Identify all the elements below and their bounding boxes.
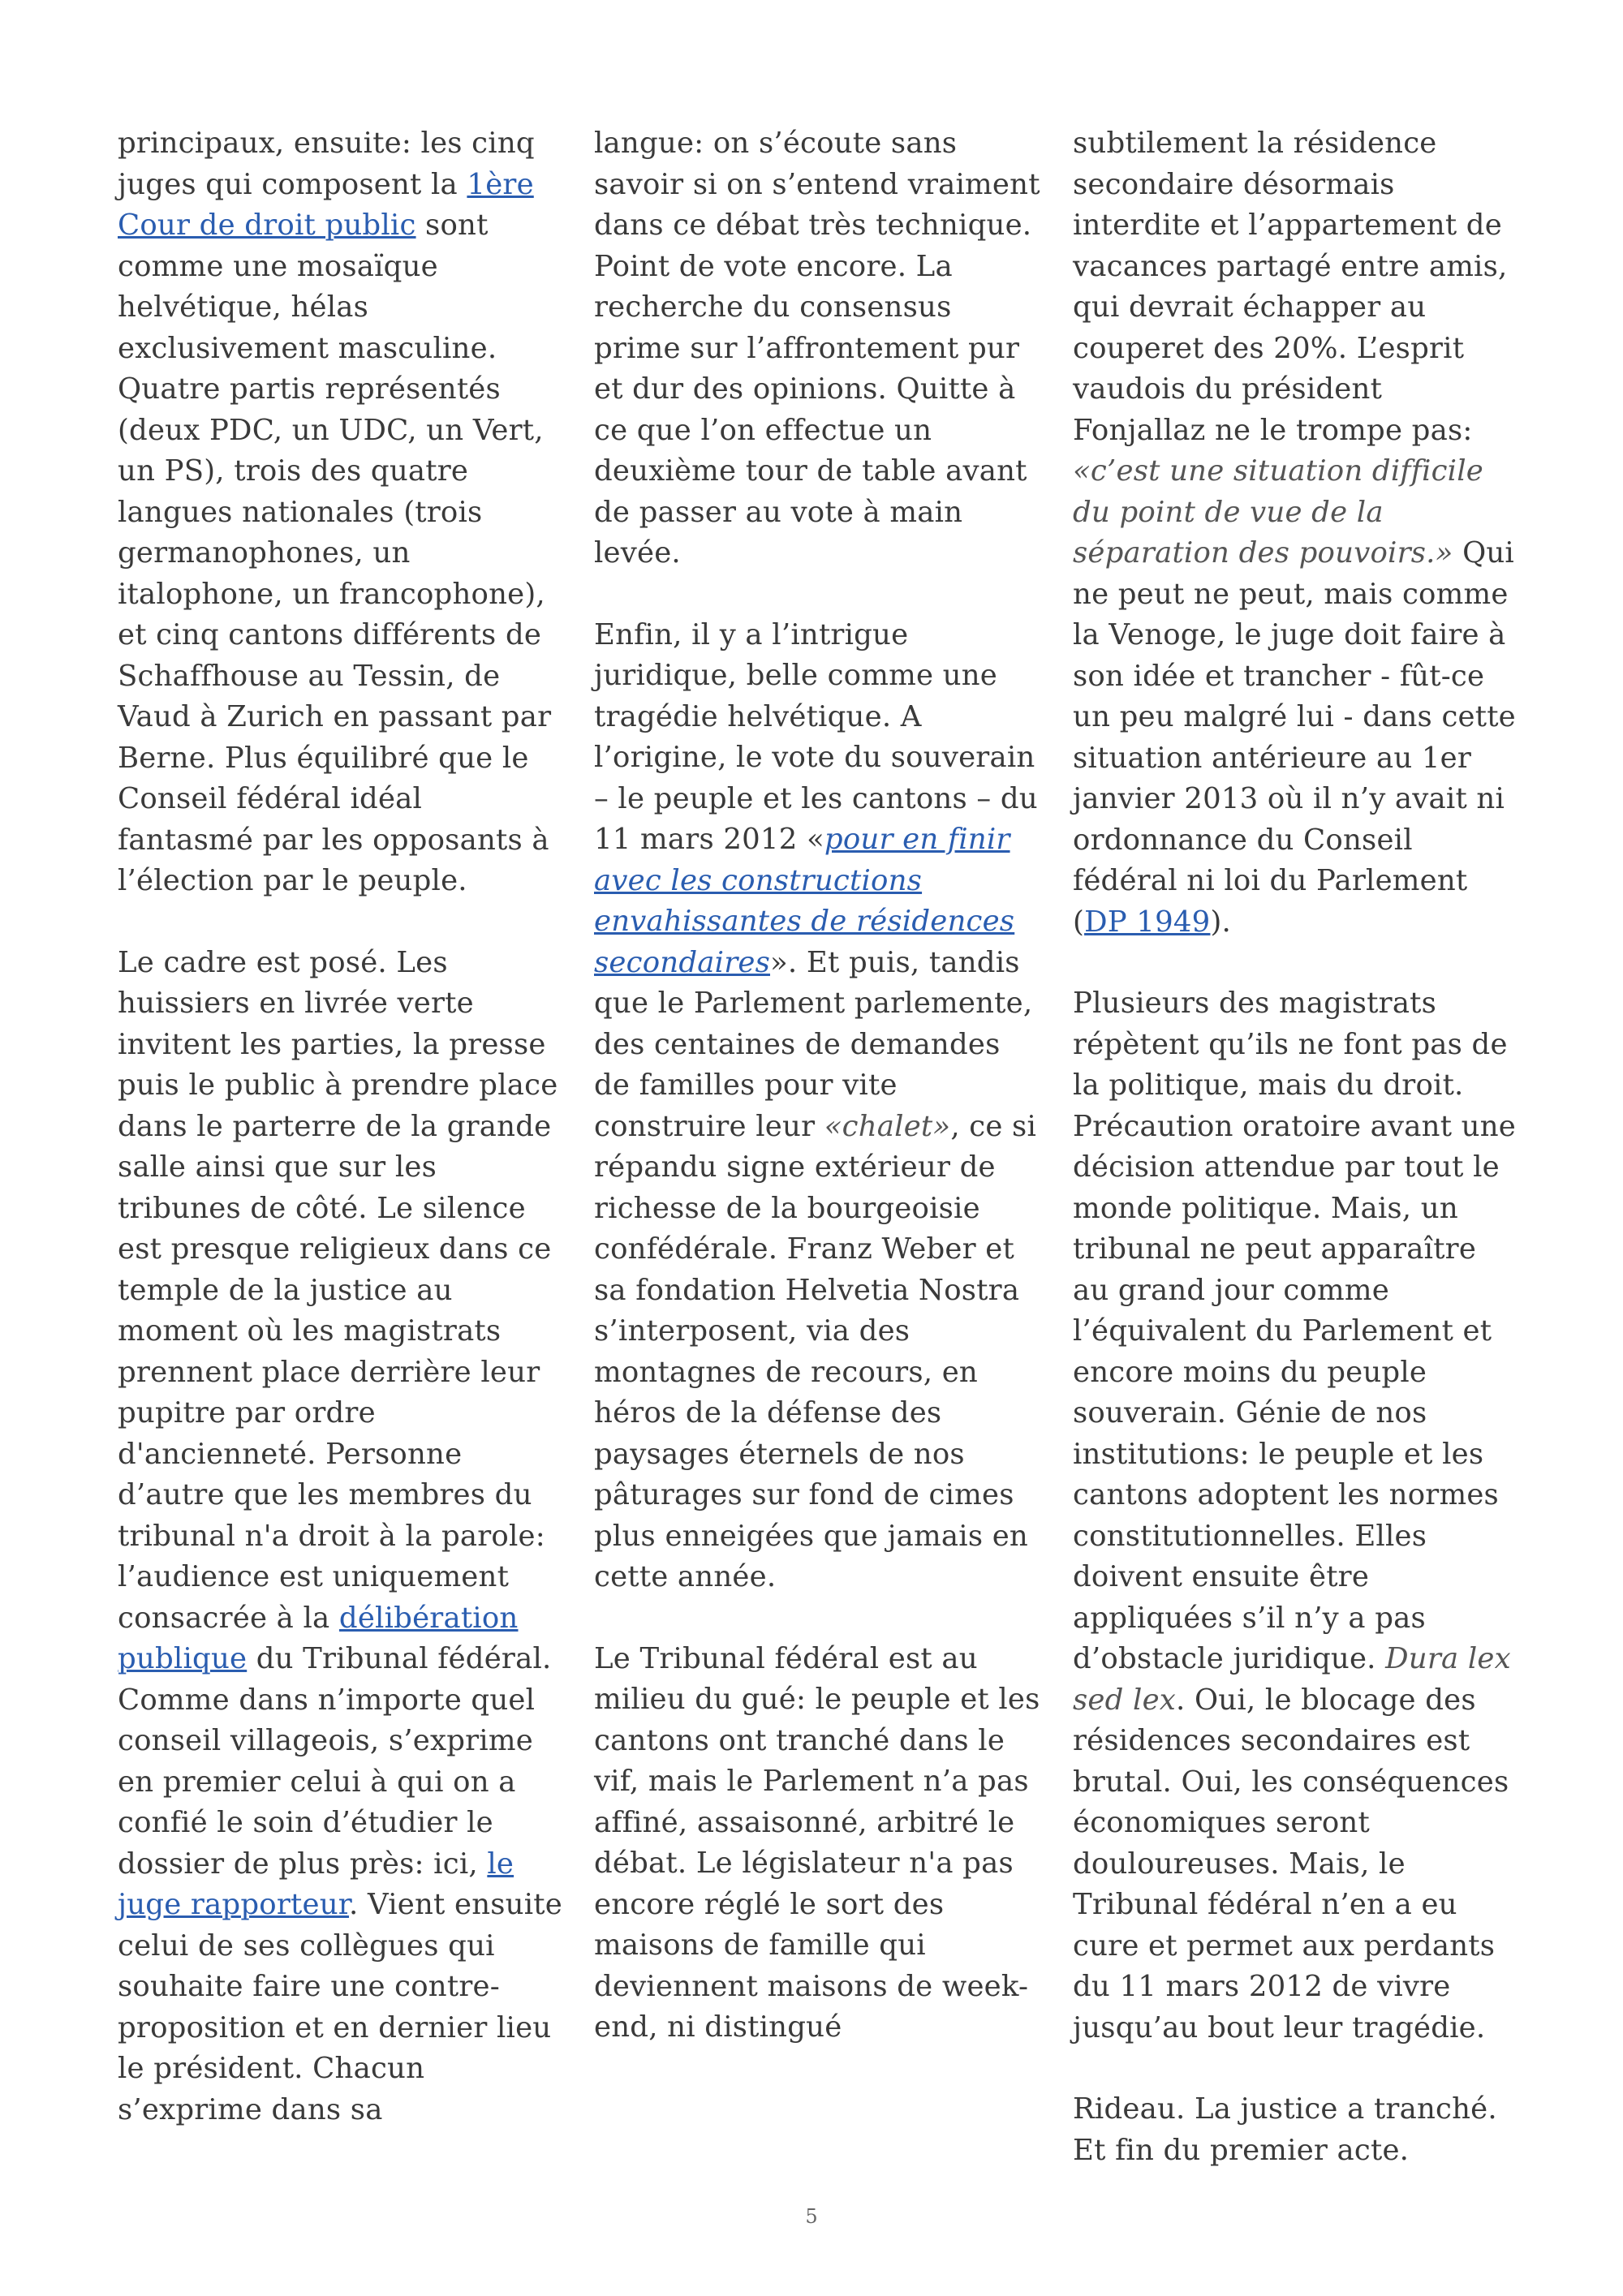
text-span: , ce si répandu signe extérieur de richesse de la bourgeoisie confédérale. Franz Weber et sa fondation Helvetia Nostra s’interposent, via des montagnes de recours, en héros de la défense des paysages éternels de nos pâturages sur fond de cimes plus enneigées que jamais en cette année. (594, 1109, 1037, 1593)
quote-president: «c’est une situation difficile du point de vue de la séparation des pouvoirs.» (1073, 454, 1483, 570)
paragraph-residence-secondaire (1073, 123, 1519, 943)
text-span: Le cadre est posé. Les huissiers en livrée verte invitent les parties, la presse puis le public à prendre place dans le parterre de la grande salle ainsi que sur les tribunes de côté. Le silence est presque religieux dans ce temple de la justice au moment où les magistrats prennent place derrière leur pupitre par ordre d'ancienneté. Personne d’autre que les membres du tribunal n'a droit à la parole: l’audience est uniquement consacrée à la (118, 945, 558, 1635)
paragraph-languages (594, 123, 1040, 574)
link-deliberation-publique[interactable]: délibération publique (118, 1601, 519, 1675)
article-column-1 (118, 123, 564, 2171)
paragraph-magistrats (1073, 983, 1519, 2049)
link-1ere-cour[interactable]: 1ère Cour de droit public (118, 167, 534, 242)
quote-chalet: «chalet» (824, 1109, 951, 1143)
text-span: subtilement la résidence secondaire désormais interdite et l’appartement de vacances partagé entre amis, qui devrait échapper au couperet des 20%. L’esprit vaudois du président Fonjallaz ne le trompe pas: (1073, 127, 1508, 447)
text-span: Rideau. La justice a tranché. Et fin du premier acte. (1073, 2092, 1497, 2167)
text-span: Enfin, il y a l’intrigue juridique, belle comme une tragédie helvétique. A l’origine, le vote du souverain – le peuple et les cantons – du 11 mars 2012 « (594, 617, 1038, 856)
text-span: principaux, ensuite: les cinq juges qui composent la (118, 127, 535, 201)
paragraph-judges-composition (118, 123, 564, 902)
link-initiative-residences-secondaires[interactable]: pour en finir avec les constructions envahissantes de résidences secondaires (594, 823, 1015, 979)
text-span: ». Et puis, tandis que le Parlement parlemente, des centaines de demandes de familles pour vite construire leur (594, 945, 1033, 1143)
page-number: 5 (805, 2205, 818, 2228)
text-span: du Tribunal fédéral. Comme dans n’importe quel conseil villageois, s’exprime en premier celui à qui on a confié le soin d’étudier le dossier de plus près: ici, (118, 1642, 552, 1881)
quote-dura-lex: Dura lex sed lex (1073, 1642, 1511, 1717)
link-juge-rapporteur[interactable]: le juge rapporteur (118, 1847, 514, 1921)
article-column-2 (594, 123, 1040, 2089)
text-span: . Oui, le blocage des résidences secondaires est brutal. Oui, les conséquences économiques seront douloureuses. Mais, le Tribunal fédéral n’en a eu cure et permet aux perdants du 11 mars 2012 de vivre jusqu’au bout leur tragédie. (1073, 1683, 1509, 2044)
paragraph-tribunal-gue (594, 1639, 1040, 2049)
paragraph-setting (118, 943, 564, 2131)
text-span: Plusieurs des magistrats répètent qu’ils ne font pas de la politique, mais du droit. Précaution oratoire avant une décision attendue par tout le monde politique. Mais, un tribunal ne peut apparaître au grand jour comme l’équivalent du Parlement et encore moins du peuple souverain. Génie de nos institutions: le peuple et les cantons adoptent les normes constitutionnelles. Elles doivent ensuite être appliquées s’il n’y a pas d’obstacle juridique. (1073, 987, 1517, 1675)
paragraph-rideau (1073, 2089, 1519, 2171)
text-span: sont comme une mosaïque helvétique, hélas exclusivement masculine. Quatre partis représentés (deux PDC, un UDC, un Vert, un PS), trois des quatre langues nationales (trois germanophones, un italophone, un francophone), et cinq cantons différents de Schaffhouse au Tessin, de Vaud à Zurich en passant par Berne. Plus équilibré que le Conseil fédéral idéal fantasmé par les opposants à l’élection par le peuple. (118, 209, 552, 897)
article-column-3 (1073, 123, 1519, 2212)
paragraph-intrigue (594, 615, 1040, 1598)
text-span: ). (1210, 905, 1231, 939)
text-span: Qui ne peut ne peut, mais comme la Venoge, le juge doit faire à son idée et trancher - fût-ce un peu malgré lui - dans cette situation antérieure au 1er janvier 2013 où il n’y avait ni ordonnance du Conseil fédéral ni loi du Parlement ( (1073, 536, 1516, 939)
text-span: langue: on s’écoute sans savoir si on s’entend vraiment dans ce débat très technique. Point de vote encore. La recherche du consensus prime sur l’affrontement pur et dur des opinions. Quitte à ce que l’on effectue un deuxième tour de table avant de passer au vote à main levée. (594, 127, 1040, 570)
link-dp-1949[interactable]: DP 1949 (1084, 905, 1211, 939)
text-span: Le Tribunal fédéral est au milieu du gué: le peuple et les cantons ont tranché dans le vif, mais le Parlement n’a pas affiné, assaisonné, arbitré le débat. Le législateur n'a pas encore réglé le sort des maisons de famille qui deviennent maisons de week-end, ni distingué (594, 1641, 1040, 2044)
text-span: . Vient ensuite celui de ses collègues qui souhaite faire une contre-proposition et en dernier lieu le président. Chacun s’exprime dans sa (118, 1888, 562, 2126)
